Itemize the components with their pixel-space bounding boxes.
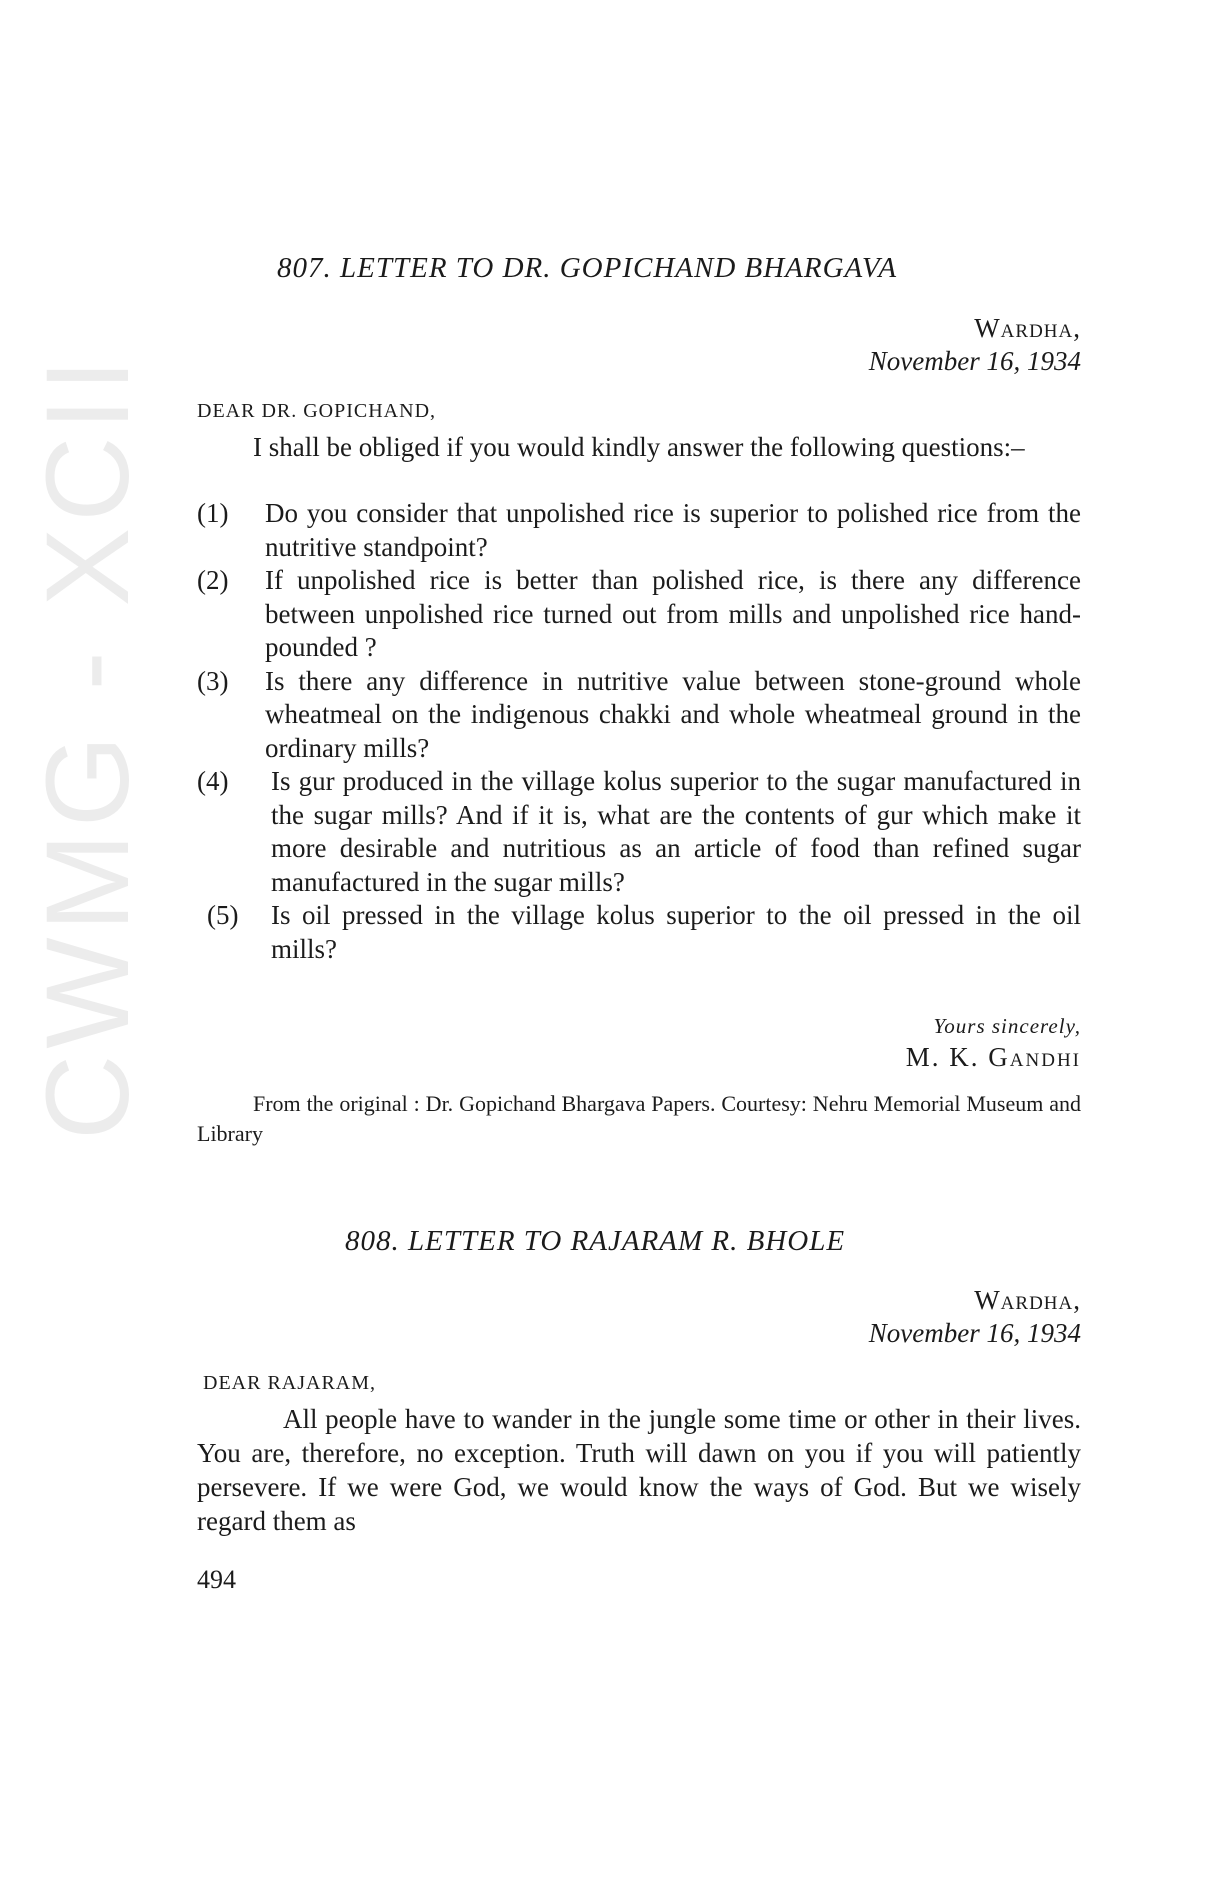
question-item	[197, 497, 1081, 564]
question-item	[197, 899, 1081, 966]
question-text: If unpolished rice is better than polished rice, is there any difference between unpolished rice turned out from mills and unpolished rice hand-pounded ?	[265, 565, 1081, 662]
letter-808-body: All people have to wander in the jungle some time or other in their lives. You are, therefore, no exception. Truth will dawn on you if you will patiently persevere. If we were God, we would know the ways of God. But we wisely regard them as	[197, 1404, 1081, 1536]
letter-807-intro: I shall be obliged if you would kindly answer the following questions:–	[253, 432, 1025, 462]
question-text: Is there any difference in nutritive value between stone-ground whole wheatmeal on the indigenous chakki and whole wheatmeal ground in the ordinary mills?	[265, 665, 1081, 763]
letter-808-heading: 808. LETTER TO RAJARAM R. BHOLE	[345, 1225, 846, 1257]
question-number: (5)	[207, 900, 239, 930]
question-item	[197, 765, 1081, 899]
question-list	[197, 497, 1081, 966]
letter-807-place: Wardha,	[974, 313, 1081, 343]
watermark: CWMG - XCII	[22, 352, 154, 1140]
letter-807-heading: 807. LETTER TO DR. GOPICHAND BHARGAVA	[277, 252, 898, 284]
question-number: (2)	[197, 565, 229, 595]
letter-808-salutation: DEAR RAJARAM,	[203, 1372, 377, 1394]
letter-807-source-note: From the original : Dr. Gopichand Bhargava Papers. Courtesy: Nehru Memorial Museum and Library	[197, 1091, 1081, 1146]
question-text: Is gur produced in the village kolus superior to the sugar manufactured in the sugar mills? And if it is, what are the contents of gur which make it more desirable and nutritious as an article of food than refined sugar manufactured in the sugar mills?	[271, 766, 1081, 897]
question-number: (3)	[197, 665, 229, 696]
question-item	[197, 665, 1081, 766]
question-number: (1)	[197, 498, 229, 528]
letter-807-date: November 16, 1934	[868, 346, 1081, 376]
letter-808-place: Wardha,	[974, 1285, 1081, 1315]
question-text: Do you consider that unpolished rice is superior to polished rice from the nutritive standpoint?	[265, 498, 1081, 562]
question-text: Is oil pressed in the village kolus superior to the oil pressed in the oil mills?	[271, 900, 1081, 964]
page-number: 494	[197, 1565, 236, 1594]
letter-808-date: November 16, 1934	[868, 1318, 1081, 1348]
question-number: (4)	[197, 766, 229, 796]
letter-807-salutation: DEAR DR. GOPICHAND,	[197, 400, 437, 422]
letter-807-closing: Yours sincerely,	[933, 1014, 1081, 1038]
question-item	[197, 564, 1081, 665]
letter-807-signature: M. K. Gandhi	[905, 1042, 1081, 1072]
